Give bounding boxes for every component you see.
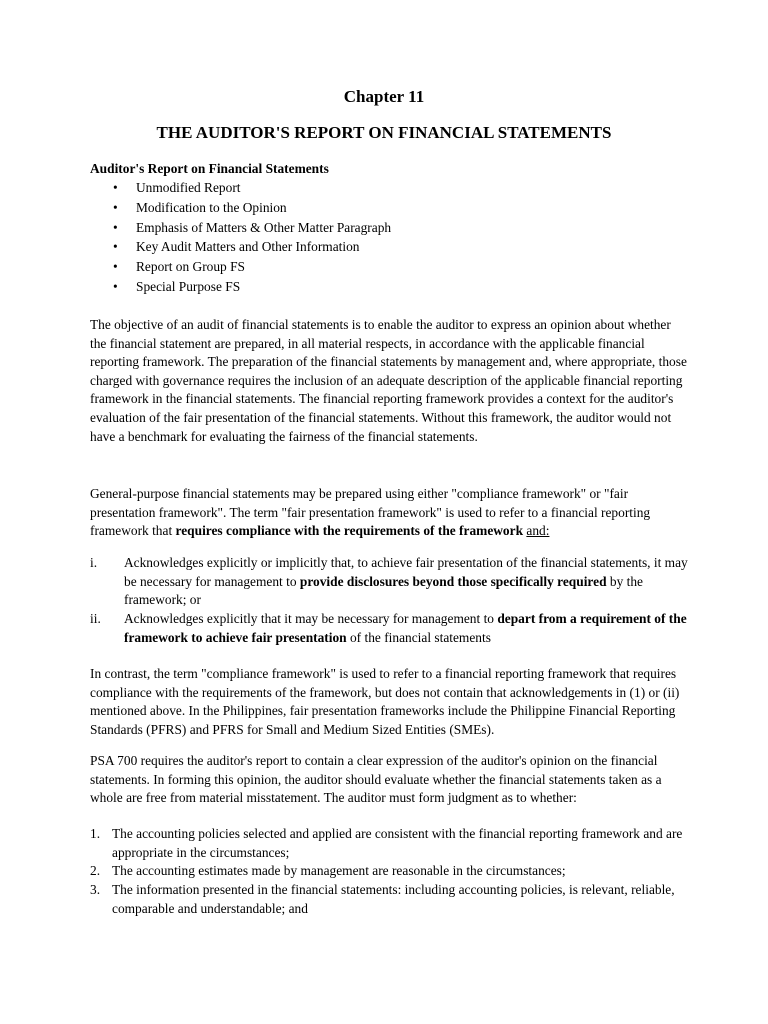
list-item: • Modification to the Opinion — [90, 198, 391, 218]
paragraph-underlined-text: and: — [526, 523, 550, 539]
contrast-paragraph: In contrast, the term "compliance framework" is used to refer to a financial reporting framework that requires compliance with the requirements of the framework, but does not contain that acknowledgements in (1) or (ii) mentioned above. In the Philippines, fair presentation frameworks include the Philippine Financial Reporting Standards (PFRS) and PFRS for Small and Medium Sized Entities (SMEs). — [90, 666, 680, 737]
list-number: 1. — [90, 826, 101, 841]
item-bold-text: depart from a requirement of the framework to achieve fair presentation — [124, 611, 687, 645]
item-text: by the framework; or — [124, 573, 643, 608]
list-item: • Report on Group FS — [90, 257, 391, 277]
objective-paragraph: The objective of an audit of financial statements is to enable the auditor to express an opinion about whether the financial statement are prepared, in all material respects, in accordance with the applicable financial reporting framework. The preparation of the financial statements by management and, where appropriate, those charged with governance requires the inclusion of an adequate description of the applicable financial reporting framework in the financial statements. The financial reporting framework provides a context for the auditor's evaluation of the fair presentation of the financial statements. Without this framework, the auditor would not have a benchmark for evaluating the fairness of the financial statements. — [90, 317, 687, 444]
list-item: • Key Audit Matters and Other Information — [90, 237, 391, 257]
list-number: 3. — [90, 882, 101, 897]
list-number: i. — [90, 555, 98, 570]
general-purpose-paragraph — [90, 485, 690, 541]
paragraph-bold-text: requires compliance with the requirements of the framework — [175, 523, 524, 539]
outline-heading: Auditor's Report on Financial Statements — [90, 161, 329, 176]
item-text: of the financial statements — [346, 629, 491, 645]
list-item-text — [124, 610, 690, 647]
list-number: 2. — [90, 863, 101, 878]
psa700-paragraph: PSA 700 requires the auditor's report to contain a clear expression of the auditor's opinion on the financial statements. In forming this opinion, the auditor should evaluate whether the financial statements taken as a whole are free from material misstatement. The auditor must form judgment as to whether: — [90, 753, 662, 806]
item-text: Acknowledges explicitly or implicitly that, to achieve fair presentation of the financial statements, it may be necessary for management to — [124, 555, 688, 589]
list-item: • Emphasis of Matters & Other Matter Paragraph — [90, 218, 391, 238]
item-text: Acknowledges explicitly that it may be necessary for management to — [124, 611, 498, 626]
outline-list — [90, 178, 391, 297]
list-item-text: The accounting policies selected and applied are consistent with the financial reporting framework and are appropriate in the circumstances; — [112, 826, 683, 860]
chapter-label: Chapter 11 — [343, 87, 425, 106]
item-bold-text: provide disclosures beyond those specifically required — [299, 573, 607, 589]
list-item-text: The accounting estimates made by management are reasonable in the circumstances; — [112, 863, 566, 878]
list-item: • Unmodified Report — [90, 178, 391, 198]
list-item-text: The information presented in the financial statements: including accounting policies, is relevant, reliable, comparable and understandable; and — [112, 882, 675, 916]
list-item: • Special Purpose FS — [90, 277, 391, 297]
list-number: ii. — [90, 611, 101, 626]
paragraph-text: General-purpose financial statements may be prepared using either "compliance framework" or "fair presentation framework". The term "fair presentation framework" is used to refer to a financial reporting framework that — [90, 486, 651, 539]
page-title: THE AUDITOR'S REPORT ON FINANCIAL STATEMENTS — [156, 123, 612, 142]
list-item-text — [124, 554, 690, 610]
